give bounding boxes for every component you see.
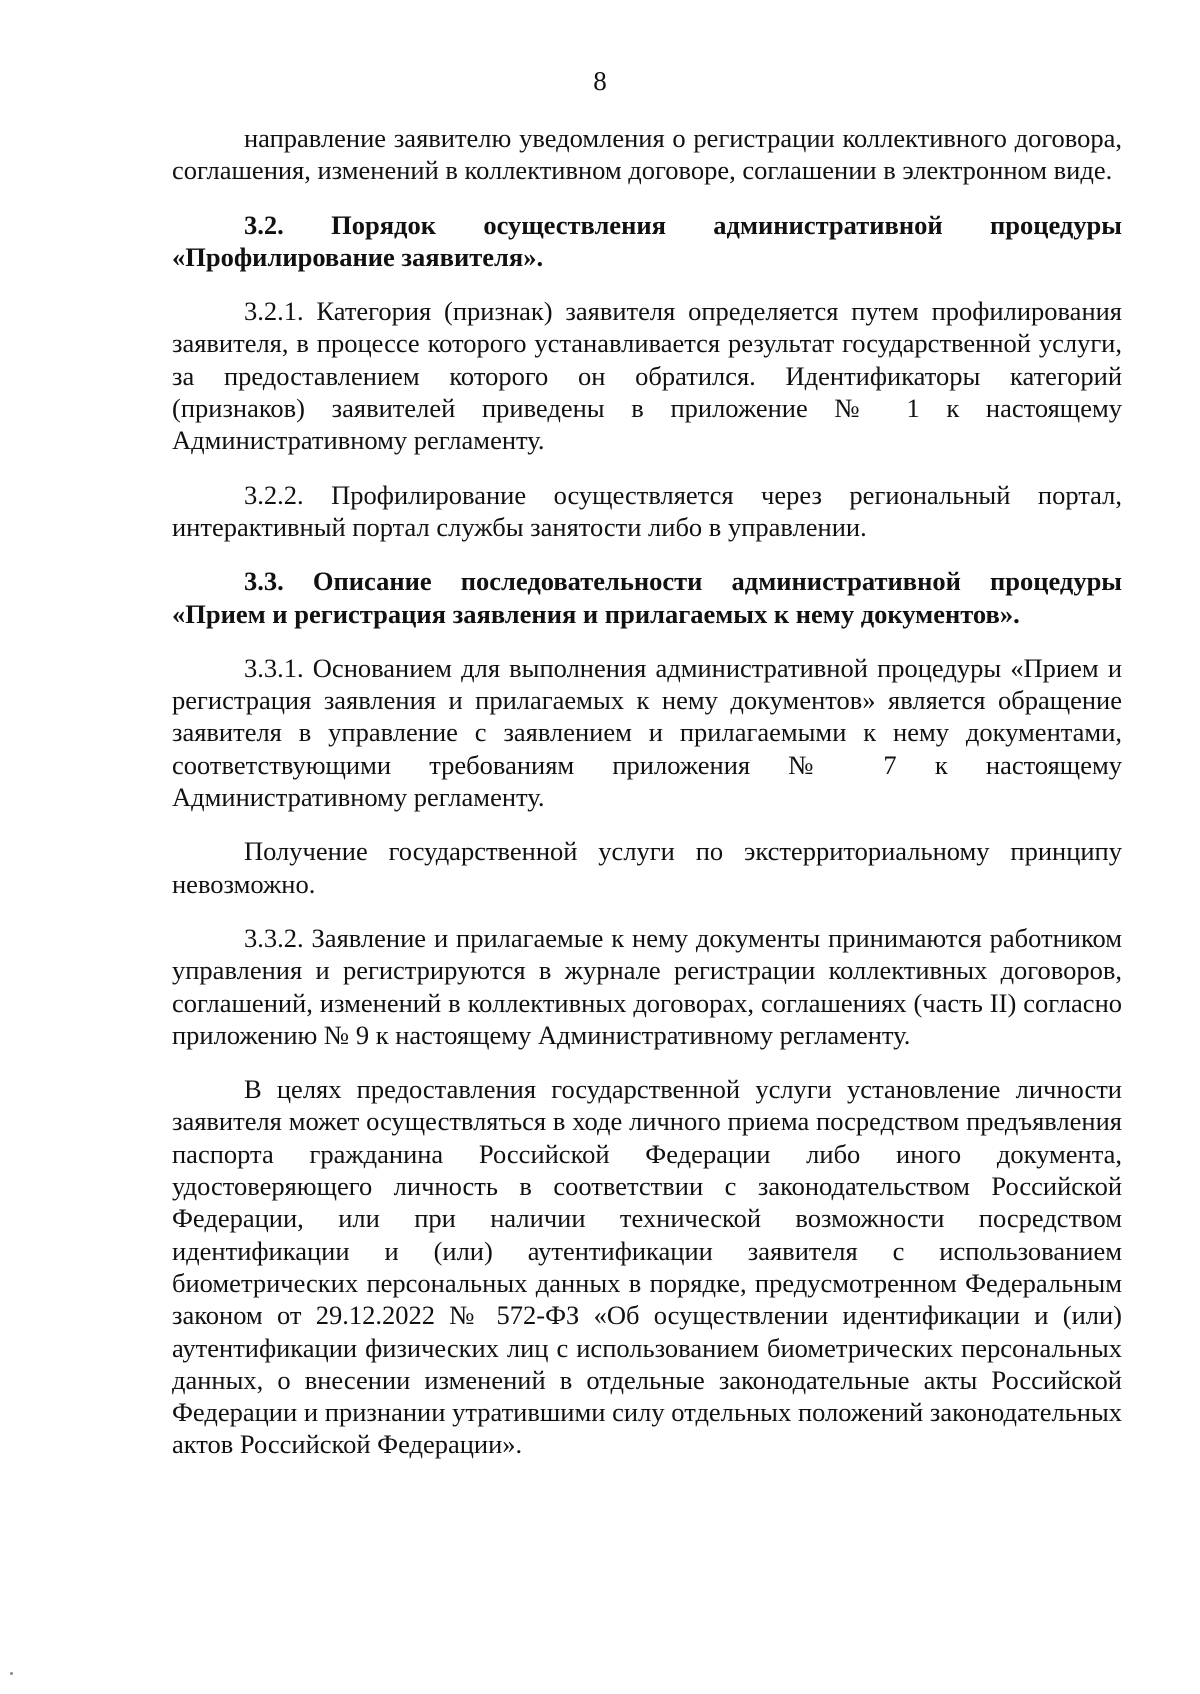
scan-speck bbox=[10, 1672, 13, 1675]
document-body bbox=[172, 122, 1122, 1461]
paragraph-identification: В целях предоставления государственной услуги установление личности заявителя может осуществляться в ходе личного приема посредством предъявления паспорта гражданина Российской Федерации либо иного документа, удостоверяющего личность в соответствии с законодательством Российской Федерации, или при наличии технической возможности посредством идентификации и (или) аутентификации заявителя с использованием биометрических персональных данных в порядке, предусмотренном Федеральным законом от 29.12.2022 № 572-ФЗ «Об осуществлении идентификации и (или) аутентификации физических лиц с использованием биометрических персональных данных, о внесении изменений в отдельные законодательные акты Российской Федерации и признании утратившими силу отдельных положений законодательных актов Российской Федерации». bbox=[172, 1074, 1122, 1460]
paragraph-3-3-2: 3.3.2. Заявление и прилагаемые к нему документы принимаются работником управления и регистрируются в журнале регистрации коллективных договоров, соглашений, изменений в коллективных договорах, соглашениях (часть II) согласно приложению № 9 к настоящему Административному регламенту. bbox=[172, 922, 1122, 1050]
paragraph-3-2-2: 3.2.2. Профилирование осуществляется через региональный портал, интерактивный портал службы занятости либо в управлении. bbox=[172, 479, 1122, 542]
paragraph-3-3-1: 3.3.1. Основанием для выполнения административной процедуры «Прием и регистрация заявления и прилагаемых к нему документов» является обращение заявителя в управление с заявлением и прилагаемыми к нему документами, соответствующими требованиям приложения № 7 к настоящему Административному регламенту. bbox=[172, 652, 1122, 813]
paragraph-3-2-1: 3.2.1. Категория (признак) заявителя определяется путем профилирования заявителя, в процессе которого устанавливается результат государственной услуги, за предоставлением которого он обратился. Идентификаторы категорий (признаков) заявителей приведены в приложение № 1 к настоящему Административному регламенту. bbox=[172, 296, 1122, 456]
paragraph-continuation: направление заявителю уведомления о регистрации коллективного договора, соглашения, изменений в коллективном договоре, соглашении в электронном виде. bbox=[172, 123, 1122, 186]
paragraph-extraterritorial: Получение государственной услуги по экстерриториальному принципу невозможно. bbox=[172, 836, 1122, 899]
section-heading-3-2: 3.2. Порядок осуществления административной процедуры «Профилирование заявителя». bbox=[172, 209, 1122, 272]
section-heading-3-3: 3.3. Описание последовательности административной процедуры «Прием и регистрация заявления и прилагаемых к нему документов». bbox=[172, 566, 1122, 629]
page-number: 8 bbox=[593, 66, 607, 96]
